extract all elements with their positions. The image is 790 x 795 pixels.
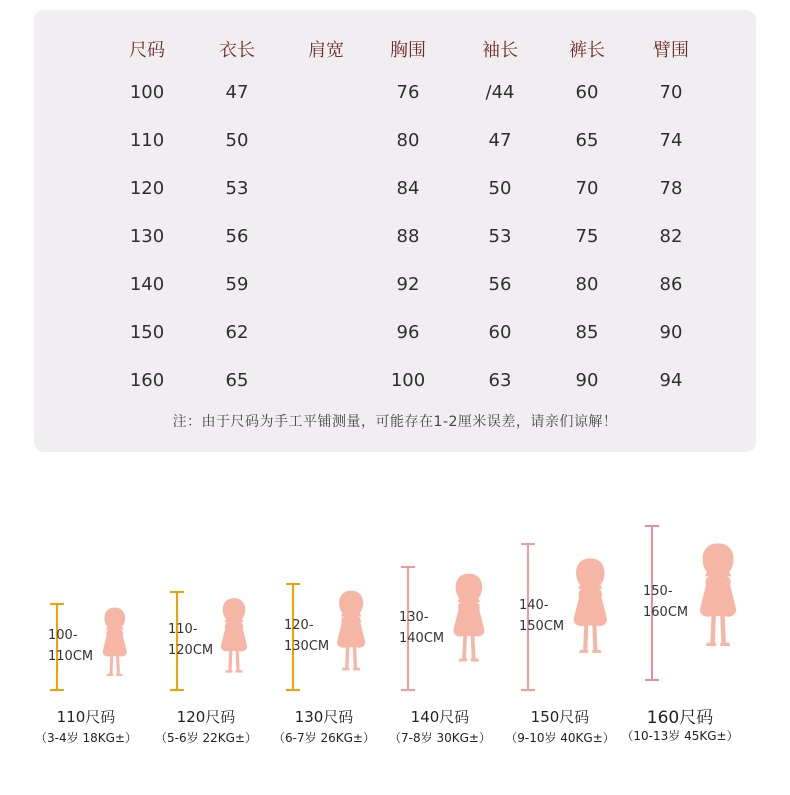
height-range bbox=[168, 619, 213, 661]
table-cell: 56 bbox=[225, 226, 249, 247]
height-range-bottom: 150CM bbox=[519, 619, 565, 634]
girl-silhouette-icon bbox=[100, 600, 129, 683]
table-cell: 59 bbox=[225, 274, 249, 295]
size-label: 160尺码 bbox=[646, 708, 714, 728]
height-range-top: 100- bbox=[48, 628, 78, 643]
height-range-bottom: 110CM bbox=[48, 649, 94, 664]
height-range-bottom: 130CM bbox=[284, 639, 330, 654]
table-cell: 84 bbox=[396, 178, 420, 199]
measurement-note: 注：由于尺码为手工平铺测量，可能存在1-2厘米误差，请亲们谅解！ bbox=[172, 414, 618, 430]
table-cell: 62 bbox=[225, 322, 249, 343]
height-range-top: 130- bbox=[399, 609, 429, 625]
ruler-cap bbox=[401, 689, 415, 691]
table-cell: 70 bbox=[575, 178, 599, 199]
table-cell: 53 bbox=[488, 226, 512, 247]
header-cell: 尺码 bbox=[129, 40, 165, 61]
table-cell: 92 bbox=[396, 274, 420, 295]
height-range bbox=[399, 607, 444, 649]
table-cell: 47 bbox=[488, 130, 512, 151]
table-cell: 110 bbox=[129, 130, 165, 151]
table-cell: 96 bbox=[396, 322, 420, 343]
table-cell: /44 bbox=[485, 82, 515, 103]
size-label: 130尺码 bbox=[294, 708, 354, 726]
table-cell: 120 bbox=[129, 178, 165, 199]
ruler-cap bbox=[645, 525, 659, 527]
table-cell: 100 bbox=[390, 370, 426, 391]
table-cell: 160 bbox=[129, 370, 165, 391]
age-weight-label: （7-8岁 30KG±） bbox=[389, 731, 491, 745]
size-label: 150尺码 bbox=[530, 708, 590, 726]
ruler-cap bbox=[286, 583, 300, 585]
table-cell: 78 bbox=[659, 178, 683, 199]
table-cell: 47 bbox=[225, 82, 249, 103]
header-cell: 胸围 bbox=[390, 40, 426, 61]
ruler-cap bbox=[170, 591, 184, 593]
table-cell: 150 bbox=[129, 322, 165, 343]
age-weight-label: （10-13岁 45KG±） bbox=[621, 729, 739, 743]
ruler-cap bbox=[401, 566, 415, 568]
height-range bbox=[48, 625, 93, 667]
table-cell: 63 bbox=[488, 370, 512, 391]
ruler-cap bbox=[50, 689, 64, 691]
table-cell: 53 bbox=[225, 178, 249, 199]
table-cell: 60 bbox=[488, 322, 512, 343]
height-range bbox=[284, 615, 329, 657]
ruler-cap bbox=[521, 689, 535, 691]
height-range-top: 110- bbox=[168, 622, 198, 637]
age-weight-label: （3-4岁 18KG±） bbox=[35, 731, 137, 745]
table-cell: 80 bbox=[396, 130, 420, 151]
header-cell: 裤长 bbox=[569, 40, 605, 61]
ruler-cap bbox=[50, 603, 64, 605]
table-cell: 82 bbox=[659, 226, 683, 247]
age-weight-label: （5-6岁 22KG±） bbox=[155, 731, 257, 745]
height-range-bottom: 140CM bbox=[399, 630, 445, 646]
table-cell: 50 bbox=[488, 178, 512, 199]
height-range-bottom: 160CM bbox=[643, 605, 689, 620]
table-cell: 85 bbox=[575, 322, 599, 343]
height-range-top: 150- bbox=[643, 584, 673, 599]
table-cell: 60 bbox=[575, 82, 599, 103]
height-range-top: 140- bbox=[519, 598, 549, 613]
table-cell: 75 bbox=[575, 226, 599, 247]
table-cell: 90 bbox=[659, 322, 683, 343]
table-cell: 88 bbox=[396, 226, 420, 247]
table-cell: 80 bbox=[575, 274, 599, 295]
girl-silhouette-icon bbox=[570, 548, 611, 662]
header-cell: 衣长 bbox=[219, 40, 255, 61]
table-cell: 90 bbox=[575, 370, 599, 391]
ruler-cap bbox=[286, 689, 300, 691]
table-cell: 65 bbox=[225, 370, 249, 391]
header-cell: 臂围 bbox=[653, 40, 689, 61]
header-cell: 袖长 bbox=[482, 40, 518, 61]
table-cell: 70 bbox=[659, 82, 683, 103]
girl-silhouette-icon bbox=[696, 532, 740, 656]
table-cell: 100 bbox=[129, 82, 165, 103]
table-cell: 94 bbox=[659, 370, 683, 391]
table-cell: 74 bbox=[659, 130, 683, 151]
ruler-cap bbox=[645, 679, 659, 681]
table-cell: 56 bbox=[488, 274, 512, 295]
girl-silhouette-icon bbox=[218, 590, 250, 680]
table-cell: 130 bbox=[129, 226, 165, 247]
header-cell: 肩宽 bbox=[308, 40, 344, 61]
table-cell: 65 bbox=[575, 130, 599, 151]
table-cell: 50 bbox=[225, 130, 249, 151]
size-label: 120尺码 bbox=[176, 708, 236, 726]
girl-silhouette-icon bbox=[334, 582, 368, 678]
table-cell: 76 bbox=[396, 82, 420, 103]
size-label: 110尺码 bbox=[56, 708, 116, 726]
table-cell: 140 bbox=[129, 274, 165, 295]
table-cell: 86 bbox=[659, 274, 683, 295]
height-range bbox=[643, 581, 688, 623]
age-weight-label: （6-7岁 26KG±） bbox=[273, 731, 375, 745]
height-range bbox=[519, 595, 564, 637]
ruler-cap bbox=[521, 543, 535, 545]
height-range-top: 120- bbox=[284, 618, 314, 633]
height-range-bottom: 120CM bbox=[168, 643, 214, 658]
girl-silhouette-icon bbox=[450, 564, 488, 670]
ruler-cap bbox=[170, 689, 184, 691]
age-weight-label: （9-10岁 40KG±） bbox=[505, 731, 615, 745]
size-label: 140尺码 bbox=[410, 708, 470, 726]
